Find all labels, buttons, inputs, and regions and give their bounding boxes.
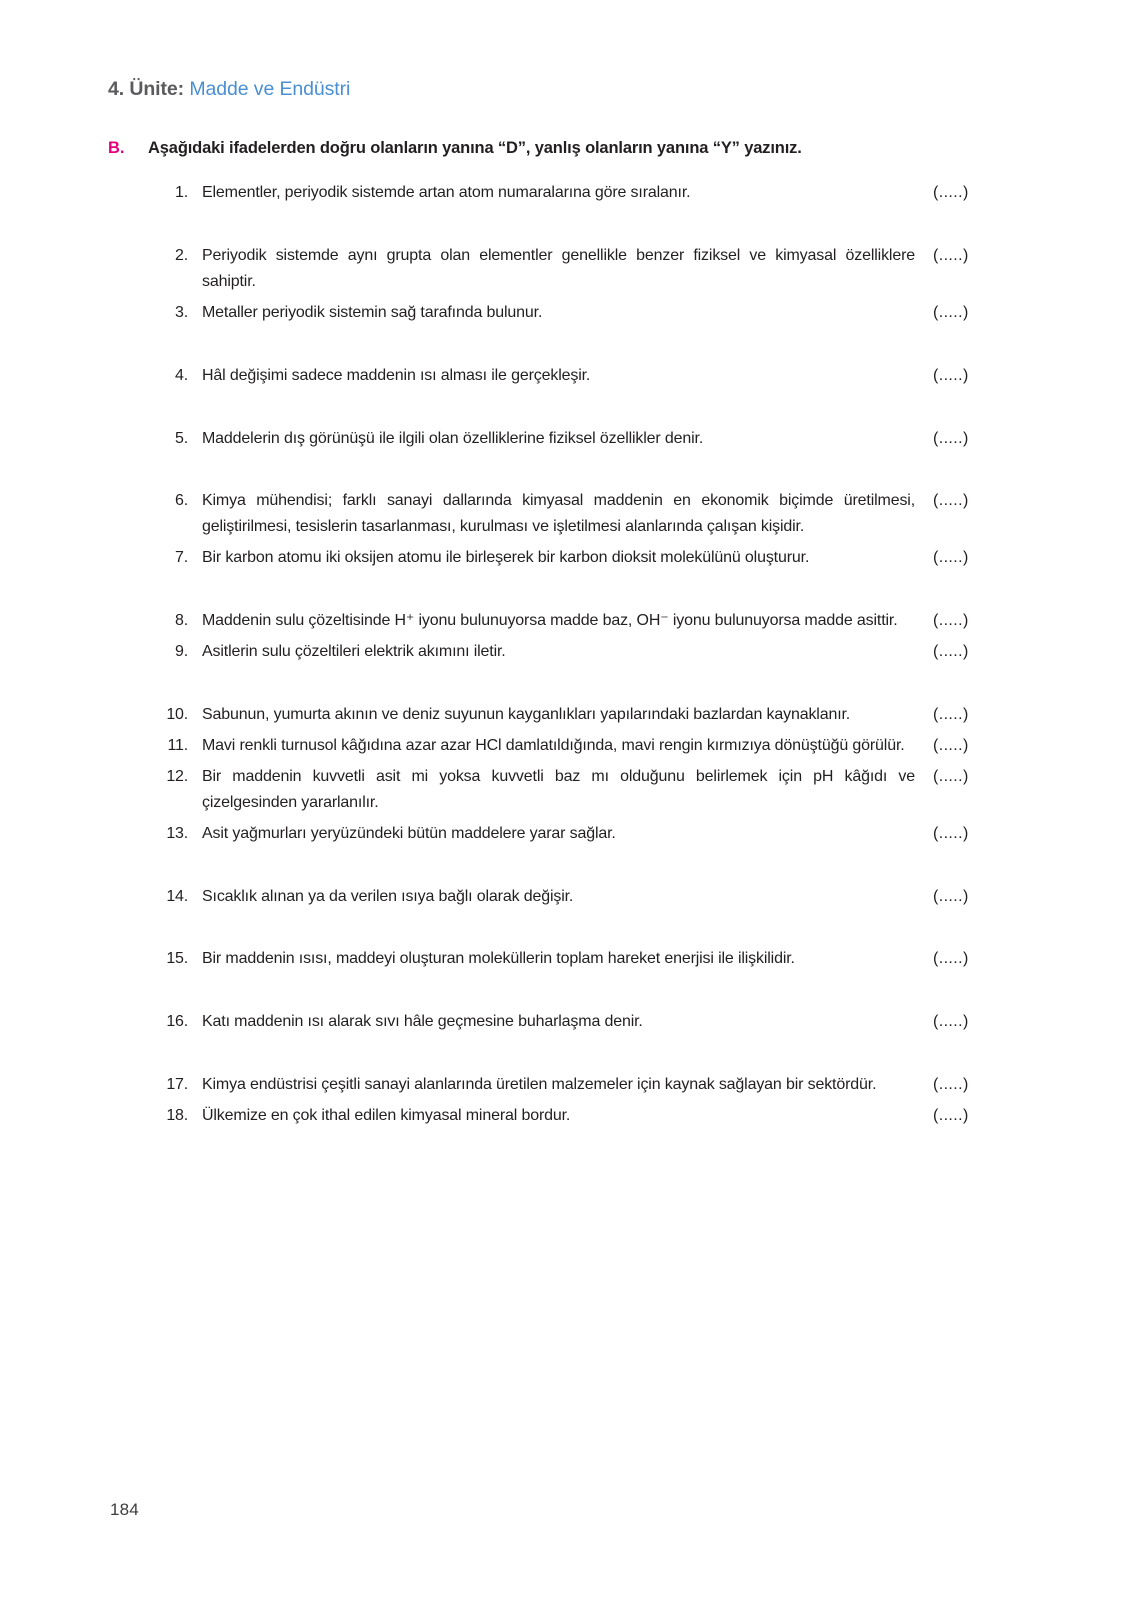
question-text: Maddenin sulu çözeltisinde H⁺ iyonu bulunuyorsa madde baz, OH⁻ iyonu bulunuyorsa madde asittir. xyxy=(202,612,898,630)
question-item-17 xyxy=(150,1072,995,1098)
spacer xyxy=(150,847,995,884)
spacer xyxy=(150,909,995,946)
question-item-6 xyxy=(150,488,995,540)
question-item-4 xyxy=(150,363,995,389)
question-number: 3. xyxy=(175,303,188,321)
question-item-7 xyxy=(150,545,995,571)
answer-blank[interactable]: (.....) xyxy=(933,612,969,630)
question-item-13 xyxy=(150,821,995,847)
question-text: Kimya endüstrisi çeşitli sanayi alanlarında üretilen malzemeler için kaynak sağlayan bir sektördür. xyxy=(202,1076,877,1094)
answer-blank[interactable]: (.....) xyxy=(933,950,969,968)
question-text: Ülkemize en çok ithal edilen kimyasal mineral bordur. xyxy=(202,1107,571,1125)
section-letter: B. xyxy=(108,139,125,157)
answer-blank[interactable]: (.....) xyxy=(933,767,969,785)
question-item-10 xyxy=(150,702,995,728)
question-number: 16. xyxy=(166,1013,188,1031)
answer-blank[interactable]: (.....) xyxy=(933,492,969,510)
question-item-1 xyxy=(150,180,995,206)
question-text: Sabunun, yumurta akının ve deniz suyunun kayganlıkları yapılarındaki bazlardan kaynaklanır. xyxy=(202,705,851,723)
question-number: 2. xyxy=(175,246,188,264)
question-number: 8. xyxy=(175,612,188,630)
question-text: Asit yağmurları yeryüzündeki bütün maddelere yarar sağlar. xyxy=(202,824,616,842)
instruction-row xyxy=(108,137,1008,159)
page-number: 184 xyxy=(110,1500,139,1519)
question-number: 12. xyxy=(166,767,188,785)
spacer xyxy=(150,206,995,243)
answer-blank[interactable]: (.....) xyxy=(933,1013,969,1031)
question-item-11 xyxy=(150,733,995,759)
question-number: 14. xyxy=(166,887,188,905)
answer-blank[interactable]: (.....) xyxy=(933,887,969,905)
question-number: 9. xyxy=(175,643,188,661)
question-text: Metaller periyodik sistemin sağ tarafında bulunur. xyxy=(202,303,543,321)
question-number: 6. xyxy=(175,492,188,510)
answer-blank[interactable]: (.....) xyxy=(933,184,969,201)
question-number: 18. xyxy=(166,1107,188,1125)
question-item-2 xyxy=(150,243,995,295)
question-number: 1. xyxy=(175,184,188,201)
answer-blank[interactable]: (.....) xyxy=(933,1076,969,1094)
question-item-16 xyxy=(150,1009,995,1035)
question-text: Bir maddenin ısısı, maddeyi oluşturan moleküllerin toplam hareket enerjisi ile ilişkilidir. xyxy=(202,950,795,968)
question-item-14 xyxy=(150,884,995,910)
spacer xyxy=(150,665,995,702)
answer-blank[interactable]: (.....) xyxy=(933,429,969,447)
spacer xyxy=(150,1035,995,1072)
question-text: Elementler, periyodik sistemde artan atom numaralarına göre sıralanır. xyxy=(202,184,691,201)
question-text: Bir maddenin kuvvetli asit mi yoksa kuvvetli baz mı olduğunu belirlemek için pH kâğıdı ve çizelgesinden yararlanılır. xyxy=(202,767,915,811)
question-text: Hâl değişimi sadece maddenin ısı alması ile gerçekleşir. xyxy=(202,366,591,384)
question-number: 13. xyxy=(166,824,188,842)
question-item-15 xyxy=(150,946,995,972)
question-text: Katı maddenin ısı alarak sıvı hâle geçmesine buharlaşma denir. xyxy=(202,1013,643,1031)
answer-blank[interactable]: (.....) xyxy=(933,246,969,264)
answer-blank[interactable]: (.....) xyxy=(933,705,969,723)
spacer xyxy=(150,571,995,608)
unit-header xyxy=(108,78,350,101)
question-number: 15. xyxy=(166,950,188,968)
question-number: 7. xyxy=(175,549,188,567)
question-item-12 xyxy=(150,764,995,816)
question-text: Maddelerin dış görünüşü ile ilgili olan özelliklerine fiziksel özellikler denir. xyxy=(202,429,704,447)
unit-number: 4. Ünite: xyxy=(108,78,185,100)
answer-blank[interactable]: (.....) xyxy=(933,303,969,321)
question-list xyxy=(150,180,995,1129)
spacer xyxy=(150,972,995,1009)
question-item-5 xyxy=(150,426,995,452)
question-text: Periyodik sistemde aynı grupta olan elementler genellikle benzer fiziksel ve kimyasal özelliklere sahiptir. xyxy=(202,246,915,290)
answer-blank[interactable]: (.....) xyxy=(933,736,969,754)
question-item-9 xyxy=(150,639,995,665)
question-number: 17. xyxy=(166,1076,188,1094)
question-text: Bir karbon atomu iki oksijen atomu ile birleşerek bir karbon dioksit molekülünü oluşturur. xyxy=(202,549,810,567)
question-item-8 xyxy=(150,608,995,634)
instruction-text: Aşağıdaki ifadelerden doğru olanların yanına “D”, yanlış olanların yanına “Y” yazınız. xyxy=(148,139,802,157)
question-item-3 xyxy=(150,300,995,326)
question-number: 11. xyxy=(167,736,188,754)
answer-blank[interactable]: (.....) xyxy=(933,643,969,661)
question-item-18 xyxy=(150,1103,995,1129)
spacer xyxy=(150,389,995,426)
spacer xyxy=(150,326,995,363)
spacer xyxy=(150,451,995,488)
question-number: 10. xyxy=(166,705,188,723)
answer-blank[interactable]: (.....) xyxy=(933,549,969,567)
answer-blank[interactable]: (.....) xyxy=(933,366,969,384)
question-text: Kimya mühendisi; farklı sanayi dallarında kimyasal maddenin en ekonomik biçimde üretilmesi, geliştirilmesi, tesislerin tasarlanması, kurulması ve işletilmesi alanlarında çalışan kişidir. xyxy=(202,492,915,536)
question-number: 5. xyxy=(175,429,188,447)
question-number: 4. xyxy=(175,366,188,384)
question-text: Asitlerin sulu çözeltileri elektrik akımını iletir. xyxy=(202,643,506,661)
unit-name: Madde ve Endüstri xyxy=(189,78,351,100)
answer-blank[interactable]: (.....) xyxy=(933,824,969,842)
question-text: Sıcaklık alınan ya da verilen ısıya bağlı olarak değişir. xyxy=(202,887,574,905)
question-text: Mavi renkli turnusol kâğıdına azar azar HCl damlatıldığında, mavi rengin kırmızıya dönüştüğü görülür. xyxy=(202,736,905,754)
answer-blank[interactable]: (.....) xyxy=(933,1107,969,1125)
